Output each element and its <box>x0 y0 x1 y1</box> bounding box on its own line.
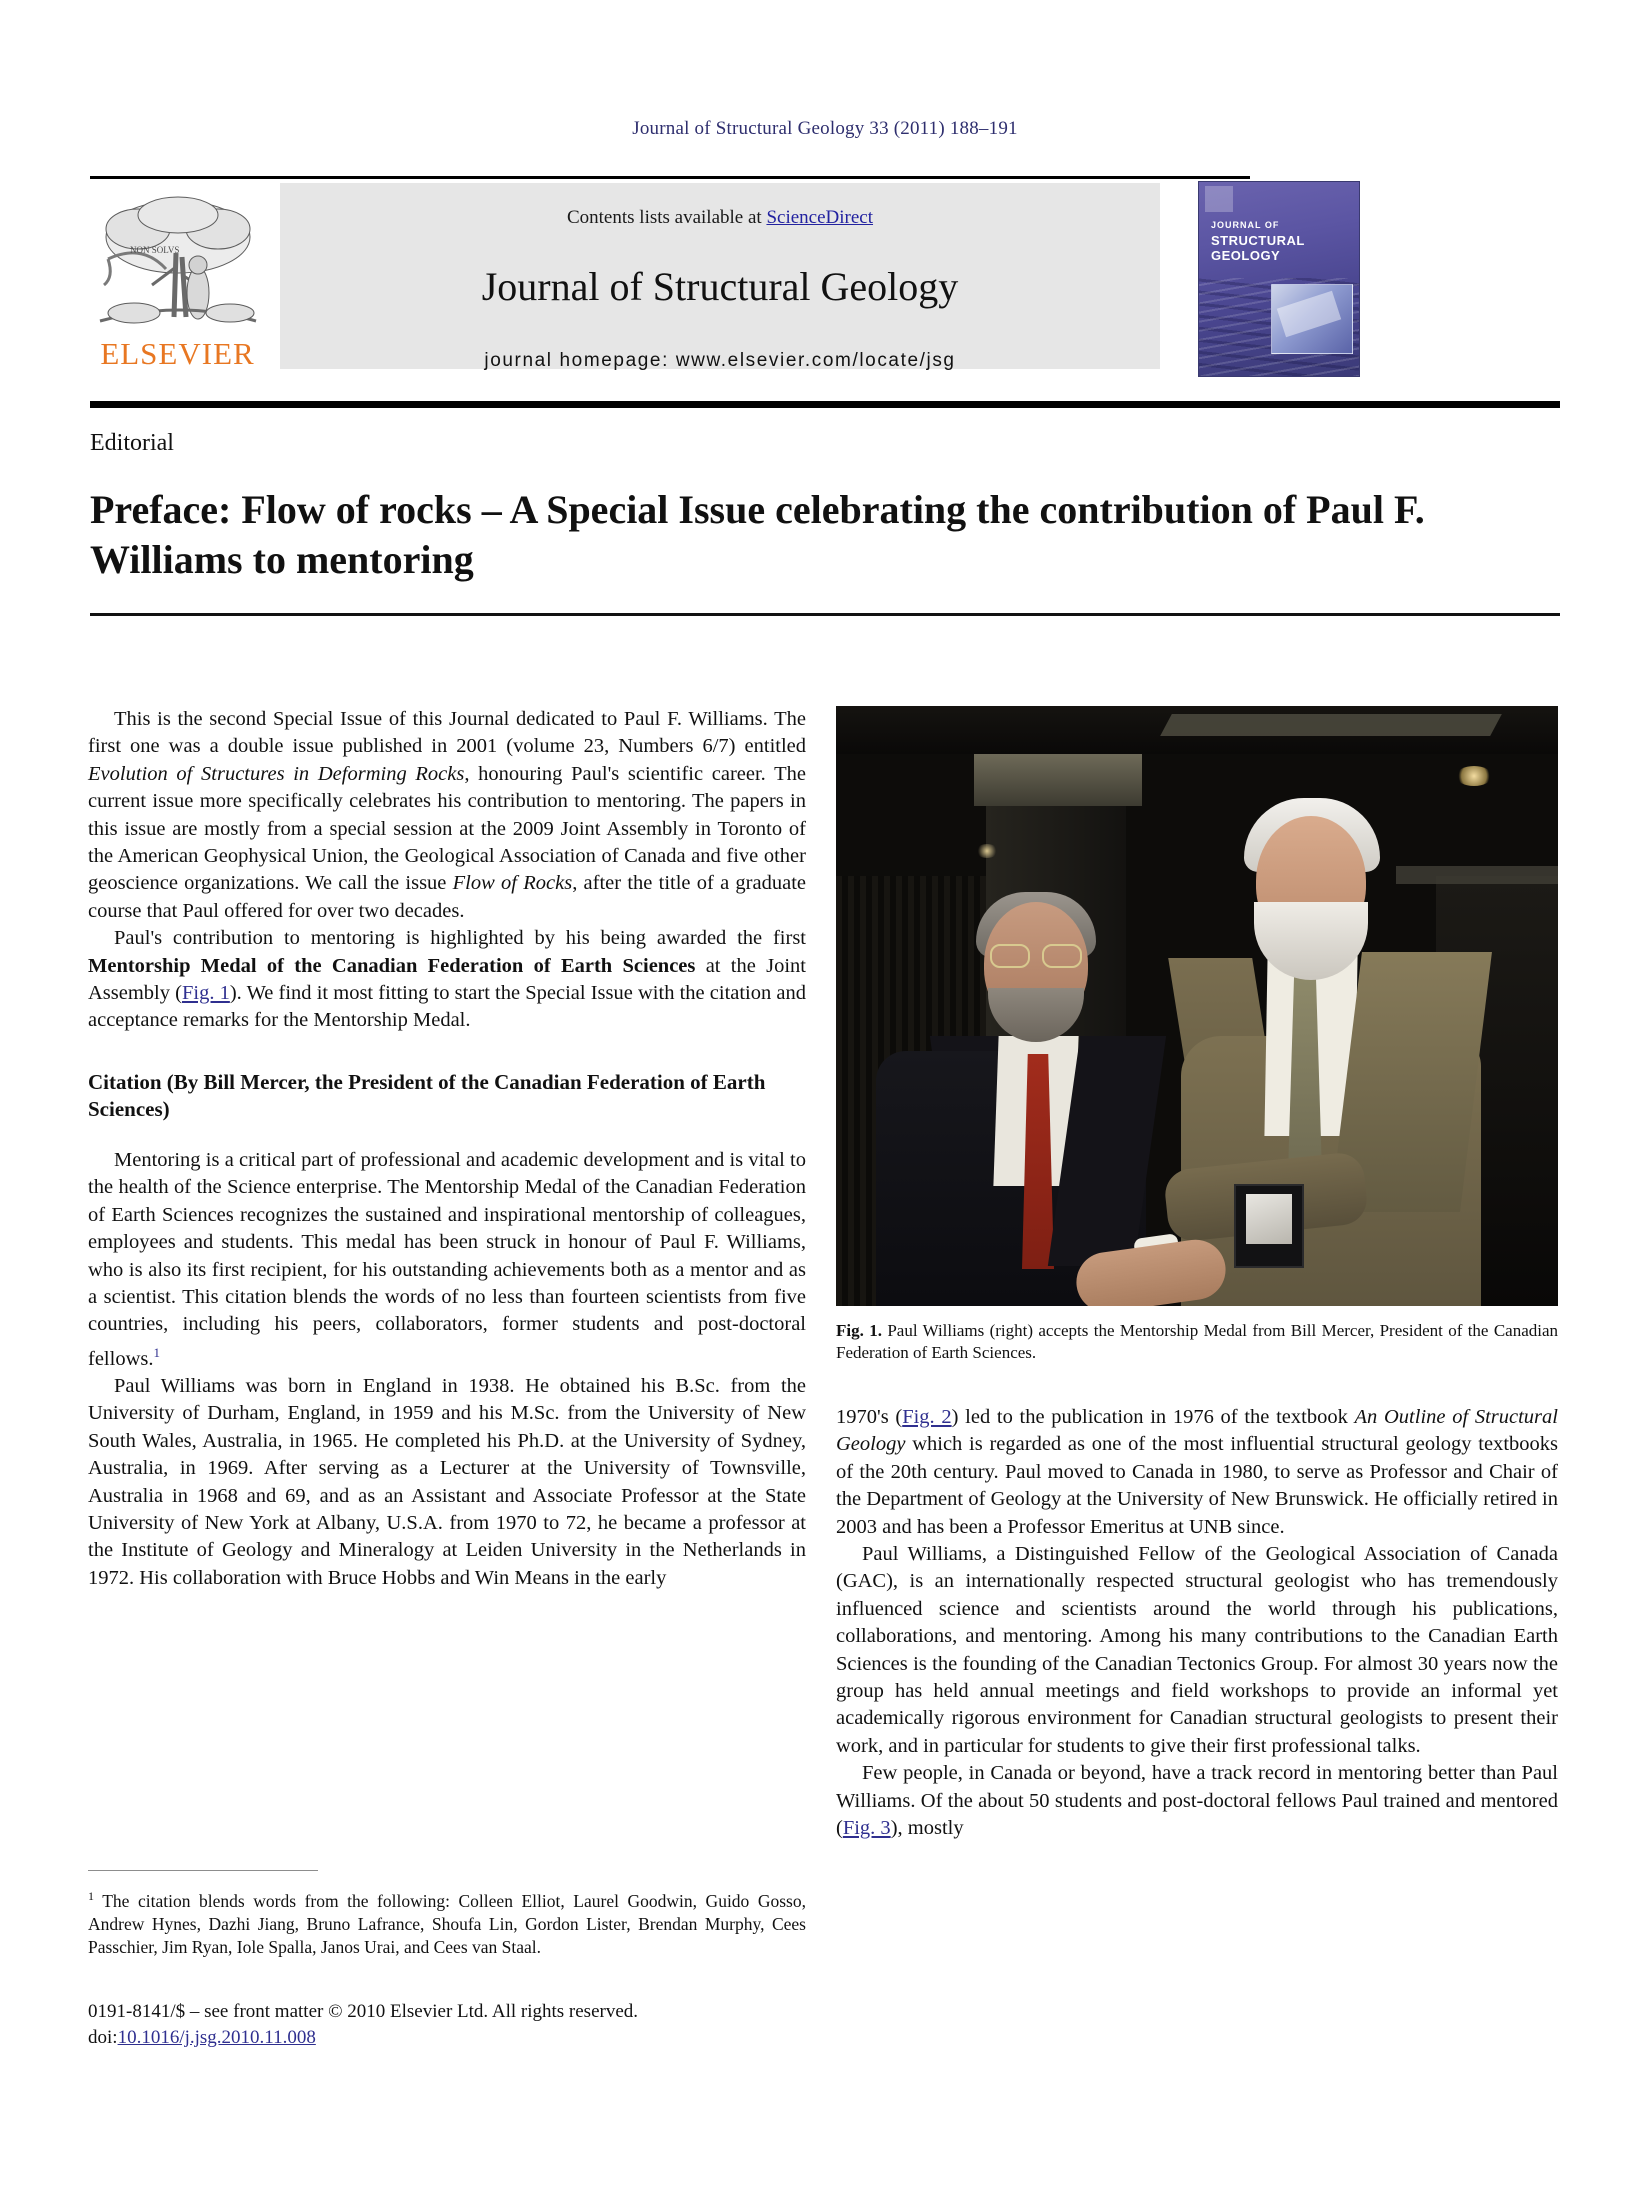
intro-italic-1: Evolution of Structures in Deforming Rocks <box>88 762 465 785</box>
cover-elsevier-icon <box>1205 186 1233 212</box>
cover-title-line1: JOURNAL OF <box>1211 220 1280 230</box>
cover-inset-image <box>1271 284 1353 354</box>
photo-mercer-glasses <box>988 944 1084 964</box>
textbook-text-1: ) led to the publication in 1976 of the textbook <box>951 1406 1355 1428</box>
contents-line <box>280 183 1160 229</box>
left-column <box>88 706 806 1592</box>
cover-title-line2: STRUCTURAL <box>1211 233 1305 248</box>
footnote-rule <box>88 1870 318 1871</box>
journal-title: Journal of Structural Geology <box>481 264 959 309</box>
elsevier-wordmark: ELSEVIER <box>100 336 255 371</box>
medal-text-2: at the Joint Assembly ( <box>88 954 806 1005</box>
masthead-banner <box>280 183 1160 369</box>
svg-text:NON SOLVS: NON SOLVS <box>130 245 180 255</box>
fig3-crossref-link[interactable]: Fig. 3 <box>842 1817 891 1840</box>
medal-text-3: ). We find it most fitting to start the Special Issue with the citation and acceptance remarks for the Mentorship Medal. <box>88 982 806 1032</box>
intro-text-3: , after the title of a graduate course that Paul offered for over two decades. <box>88 872 806 922</box>
paragraph-intro <box>88 706 806 925</box>
fig2-crossref-link[interactable]: Fig. 2 <box>902 1406 952 1428</box>
photo-ceiling-light-left <box>976 844 998 858</box>
cover-title-line3: GEOLOGY <box>1211 248 1281 263</box>
journal-homepage[interactable]: journal homepage: www.elsevier.com/locate/jsg <box>484 350 956 371</box>
masthead-top-rule <box>90 176 1250 179</box>
figure-1-photo <box>836 706 1558 1306</box>
paragraph-textbook <box>836 1404 1558 1541</box>
figure-1-caption-text: Paul Williams (right) accepts the Mentorship Medal from Bill Mercer, President of the Canadian Federation of Earth Sciences. <box>836 1321 1559 1362</box>
medal-text-1: Paul's contribution to mentoring is highlighted by his being awarded the first <box>114 927 806 950</box>
section-heading-citation: Citation (By Bill Mercer, the President of the Canadian Federation of Earth Sciences) <box>88 1069 766 1121</box>
paragraph-track-record <box>836 1760 1558 1842</box>
journal-masthead <box>90 176 1560 408</box>
fig1-crossref-link[interactable]: Fig. 1 <box>181 982 230 1005</box>
intro-text-1: This is the second Special Issue of this Journal dedicated to Paul F. Williams. The first one was a double issue published in 2001 (volume 23, Numbers 6/7) entitled <box>88 708 806 758</box>
paragraph-medal <box>88 925 806 1035</box>
doi-line <box>88 2025 806 2051</box>
article-type: Editorial <box>90 430 174 456</box>
track-record-text-1: Few people, in Canada or beyond, have a track record in mentoring better than Paul Williams. Of the about 50 students and post-doctoral fellows Paul trained and mentored ( <box>836 1762 1558 1840</box>
photo-crown-moulding-right <box>1396 866 1558 884</box>
doi-link[interactable]: 10.1016/j.jsg.2010.11.008 <box>117 2026 316 2048</box>
intro-text-2: , honouring Paul's scientific career. The current issue more specifically celebrates his contribution to mentoring. The papers in this issue are mostly from a special session at the 2009 Joint Assembly in Toronto of the American Geophysical Union, the Geological Association of Canada and five other geoscience organizations. We call the issue <box>88 762 806 895</box>
right-column <box>836 1404 1558 1843</box>
cover-title <box>1211 218 1351 263</box>
footnote-1 <box>88 1885 806 1959</box>
title-rule <box>90 613 1560 616</box>
footnote-1-text: The citation blends words from the following: Colleen Elliot, Laurel Goodwin, Guido Gosso, Andrew Hynes, Dazhi Jiang, Bruno Lafrance, Shoufa Lin, Gordon Lister, Brendan Murphy, Cees Passchier, Jim Ryan, Iole Spalla, Janos Urai, and Cees van Staal. <box>88 1890 806 1957</box>
masthead-bottom-rule <box>90 401 1560 408</box>
textbook-text-2: which is regarded as one of the most influential structural geology textbooks of the 20th century. Paul moved to Canada in 1980, to serve as Professor and Chair of the Department of Geology at the University of New Brunswick. He officially retired in 2003 and has been a Professor Emeritus at UNB since. <box>836 1433 1558 1538</box>
figure-1-label: Fig. 1. <box>836 1321 882 1340</box>
medal-bold-name: Mentorship Medal of the Canadian Federation of Earth Sciences <box>88 954 696 977</box>
intro-italic-2: Flow of Rocks <box>452 872 573 895</box>
photo-medal-box <box>1234 1184 1304 1268</box>
track-record-text-2: ), mostly <box>890 1817 964 1840</box>
textbook-text-0: 1970's ( <box>836 1406 903 1428</box>
article-header <box>90 430 1560 616</box>
page-title: Preface: Flow of rocks – A Special Issue celebrating the contribution of Paul F. Williams to mentoring <box>90 487 1425 582</box>
figure-1 <box>836 706 1558 1364</box>
sciencedirect-link[interactable]: ScienceDirect <box>766 207 874 228</box>
doi-label: doi: <box>88 2026 118 2048</box>
elsevier-logo <box>90 189 265 384</box>
contents-prefix: Contents lists available at <box>566 207 767 228</box>
mentoring-text: Mentoring is a critical part of professional and academic development and is vital to the health of the Science enterprise. The Mentorship Medal of the Canadian Federation of Earth Sciences recognizes the sustained and inspirational mentorship of colleagues, employees and students. This medal has been struck in honour of Paul F. Williams, who is also its first recipient, for his outstanding achievements both as a mentor and as a scientist. This citation blends the words of no less than fourteen scientists from five countries, including his peers, collaborators, former students and post-doctoral fellows. <box>88 1148 806 1370</box>
running-head: Journal of Structural Geology 33 (2011) 188–191 <box>632 118 1018 139</box>
footnote-1-marker: 1 <box>88 1889 94 1903</box>
footnote-marker-link[interactable]: 1 <box>153 1344 160 1360</box>
front-matter-line: 0191-8141/$ – see front matter © 2010 Elsevier Ltd. All rights reserved. <box>88 2000 639 2022</box>
textbook-italic-title: An Outline of Structural Geology <box>836 1406 1558 1456</box>
journal-cover-thumbnail <box>1198 181 1360 377</box>
paragraph-mentoring <box>88 1147 806 1373</box>
footnote-block <box>88 1870 806 2051</box>
copyright-block <box>88 1999 806 2051</box>
photo-ceiling-light-right <box>1456 766 1492 786</box>
paragraph-gac: Paul Williams, a Distinguished Fellow of the Geological Association of Canada (GAC), is an internationally respected structural geologist who has tremendously influenced science and scientists around the world through his publications, collaborations, and mentoring. Among his many contributions to the Canadian Earth Sciences is the founding of the Canadian Tectonics Group. For almost 30 years now the group has held annual meetings and field workshops to provide an informal yet academically rigorous environment for Canadian structural geologists to present their work, and in particular for students to give their first professional talks. <box>836 1543 1558 1757</box>
photo-crown-moulding <box>1160 714 1502 736</box>
figure-1-caption <box>836 1320 1558 1364</box>
photo-pillar-capital <box>974 754 1142 806</box>
paragraph-biography: Paul Williams was born in England in 1938. He obtained his B.Sc. from the University of Durham, England, in 1959 and his M.Sc. from the University of New South Wales, Australia, in 1965. He completed his Ph.D. at the University of Sydney, Australia, in 1969. After serving as a Lecturer at the University of Townsville, Australia in 1968 and 69, and as an Assistant and Associate Professor at the State University of New York at Albany, U.S.A. from 1970 to 72, he became a professor at the Institute of Geology and Mineralogy at Leiden University in the Netherlands in 1972. His collaboration with Bruce Hobbs and Win Means in the early <box>88 1374 806 1589</box>
